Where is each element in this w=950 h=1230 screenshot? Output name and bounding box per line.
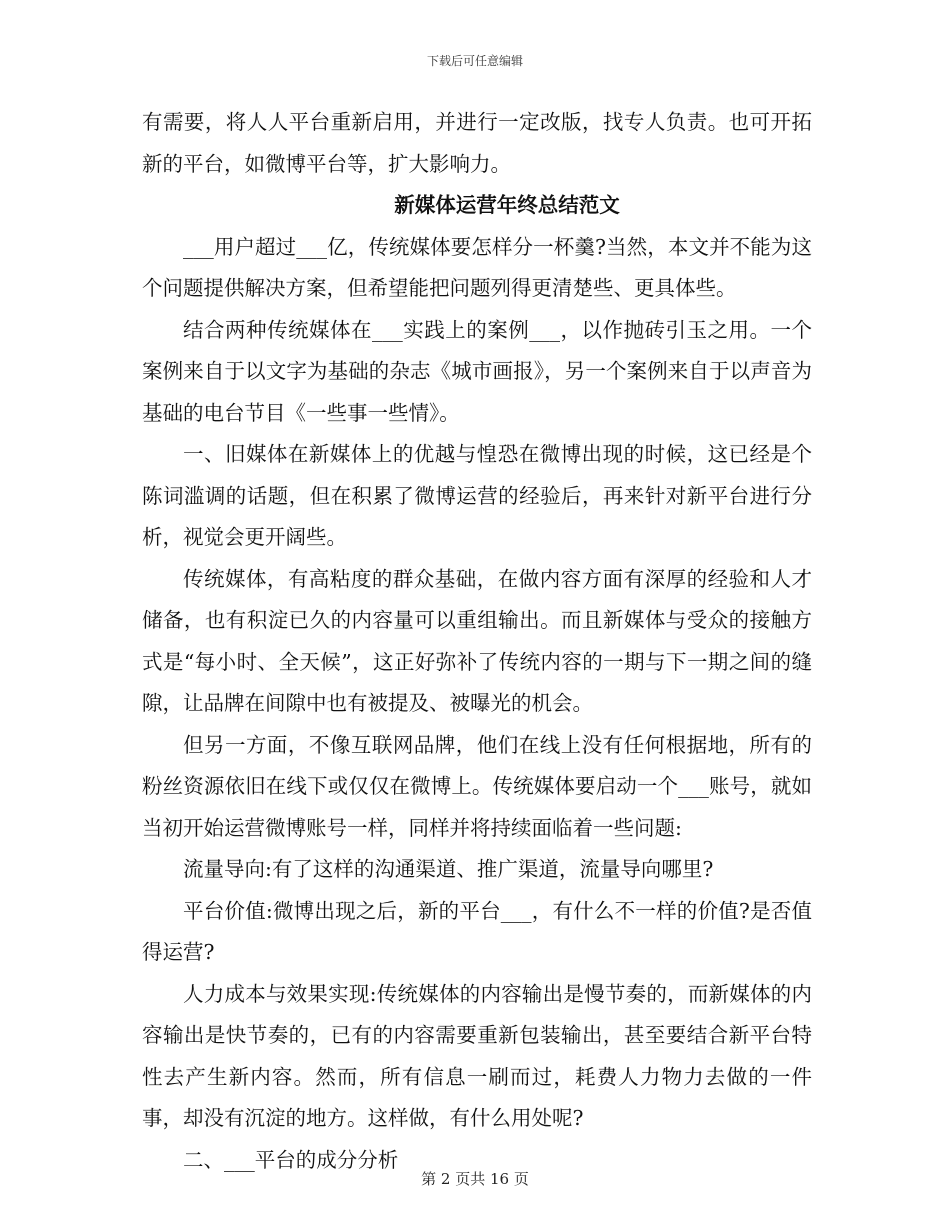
document-body — [142, 102, 812, 1181]
body-paragraph: 人力成本与效果实现:传统媒体的内容输出是慢节奏的，而新媒体的内容输出是快节奏的，已有的内容需要重新包装输出，甚至要结合新平台特性去产生新内容。然而，所有信息一刷而过，耗费人力物力去做的一件事，却没有沉淀的地方。这样做，有什么用处呢? — [142, 981, 812, 1130]
body-paragraph: 结合两种传统媒体在___实践上的案例___，以作抛砖引玉之用。一个案例来自于以文字为基础的杂志《城市画报》，另一个案例来自于以声音为基础的电台节目《一些事一些情》。 — [142, 317, 812, 425]
section-heading: 二、___平台的成分分析 — [183, 1147, 399, 1172]
body-paragraph: 一、旧媒体在新媒体上的优越与惶恐在微博出现的时候，这已经是个陈词滥调的话题，但在积累了微博运营的经验后，再来针对新平台进行分析，视觉会更开阔些。 — [142, 442, 812, 549]
body-paragraph: 流量导向:有了这样的沟通渠道、推广渠道，流量导向哪里? — [183, 857, 714, 881]
body-paragraph: 传统媒体，有高粘度的群众基础，在做内容方面有深厚的经验和人才储备，也有积淀已久的内容量可以重组输出。而且新媒体与受众的接触方式是“每小时、全天候”，这正好弥补了传统内容的一期与下一期之间的缝隙，让品牌在间隙中也有被提及、被曝光的机会。 — [142, 566, 812, 715]
document-title: 新媒体运营年终总结范文 — [394, 193, 620, 217]
intro-paragraph: 有需要，将人人平台重新启用，并进行一定改版，找专人负责。也可开拓新的平台，如微博平台等，扩大影响力。 — [142, 110, 812, 176]
body-paragraph: 但另一方面，不像互联网品牌，他们在线上没有任何根据地，所有的粉丝资源依旧在线下或仅仅在微博上。传统媒体要启动一个___账号，就如当初开始运营微博账号一样，同样并将持续面临着一些问题: — [142, 732, 812, 840]
body-paragraph: ___用户超过___亿，传统媒体要怎样分一杯羹?当然，本文并不能为这个问题提供解决方案，但希望能把问题列得更清楚些、更具体些。 — [142, 234, 812, 300]
body-paragraph: 平台价值:微博出现之后，新的平台___，有什么不一样的价值?是否值得运营? — [142, 898, 812, 964]
page-header: 下载后可任意编辑 — [426, 54, 523, 68]
page-number: 第 2 页共 16 页 — [421, 1170, 529, 1188]
